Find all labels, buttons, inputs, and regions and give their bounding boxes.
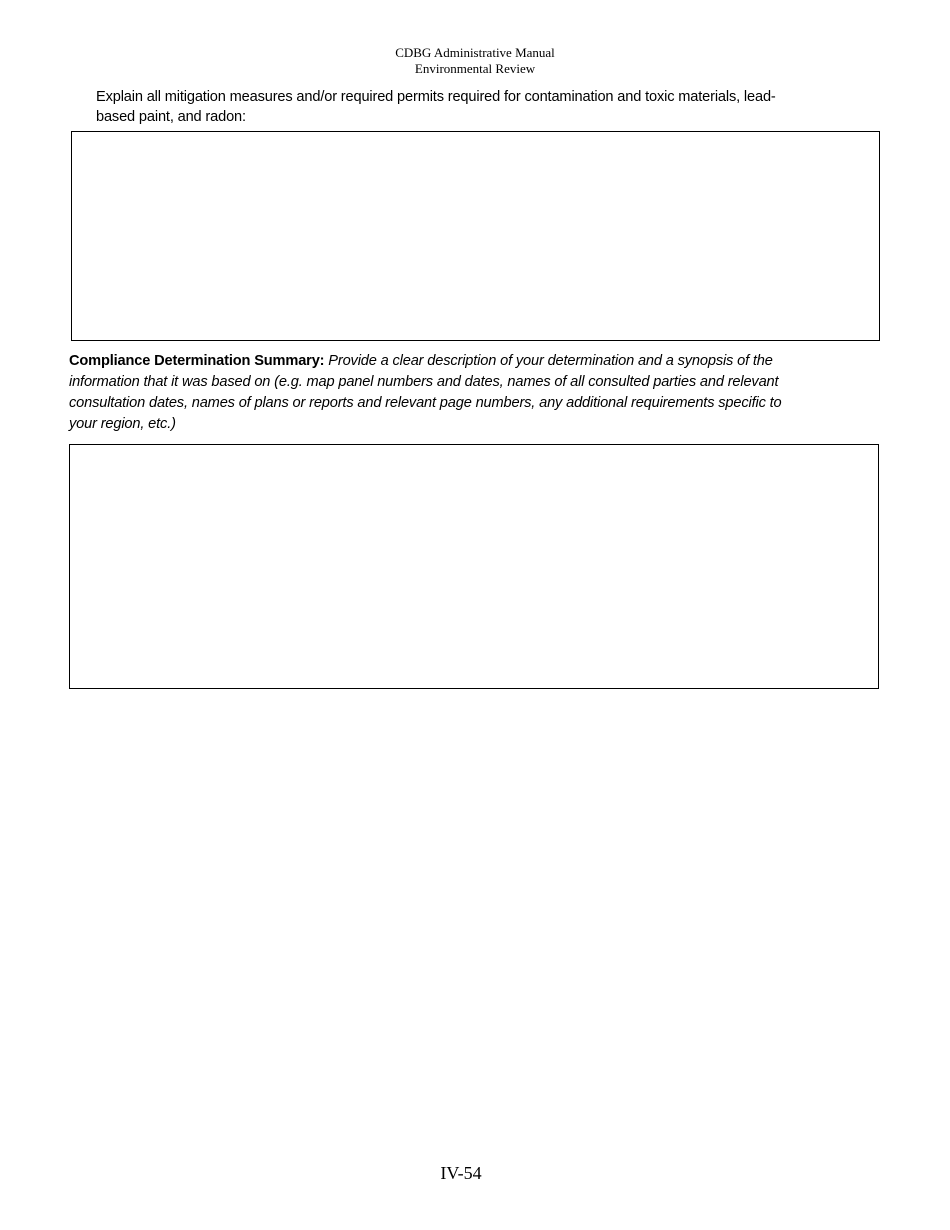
mitigation-text-box[interactable] bbox=[71, 131, 880, 341]
page-header bbox=[0, 45, 950, 77]
compliance-line-1 bbox=[69, 351, 773, 371]
compliance-instruction-2: information that it was based on (e.g. map panel numbers and dates, names of all consulted parties and relevant bbox=[69, 374, 779, 390]
compliance-text-box[interactable] bbox=[69, 444, 879, 689]
compliance-line-2 bbox=[69, 372, 778, 392]
page-number: IV-54 bbox=[440, 1163, 482, 1183]
mitigation-prompt-line-1: Explain all mitigation measures and/or required permits required for contamination and toxic materials, lead- bbox=[96, 89, 776, 105]
compliance-instruction-4: your region, etc.) bbox=[69, 416, 176, 432]
mitigation-prompt-line-2: based paint, and radon: bbox=[96, 109, 246, 125]
compliance-instruction-3: consultation dates, names of plans or reports and relevant page numbers, any additional requirements specific to bbox=[69, 395, 782, 411]
header-section-title: Environmental Review bbox=[414, 61, 536, 76]
compliance-instruction-1: Provide a clear description of your determination and a synopsis of the bbox=[328, 353, 773, 369]
header-manual-title: CDBG Administrative Manual bbox=[395, 45, 555, 60]
compliance-line-4 bbox=[69, 414, 176, 434]
compliance-line-3 bbox=[69, 393, 782, 413]
compliance-label: Compliance Determination Summary: bbox=[69, 353, 325, 369]
